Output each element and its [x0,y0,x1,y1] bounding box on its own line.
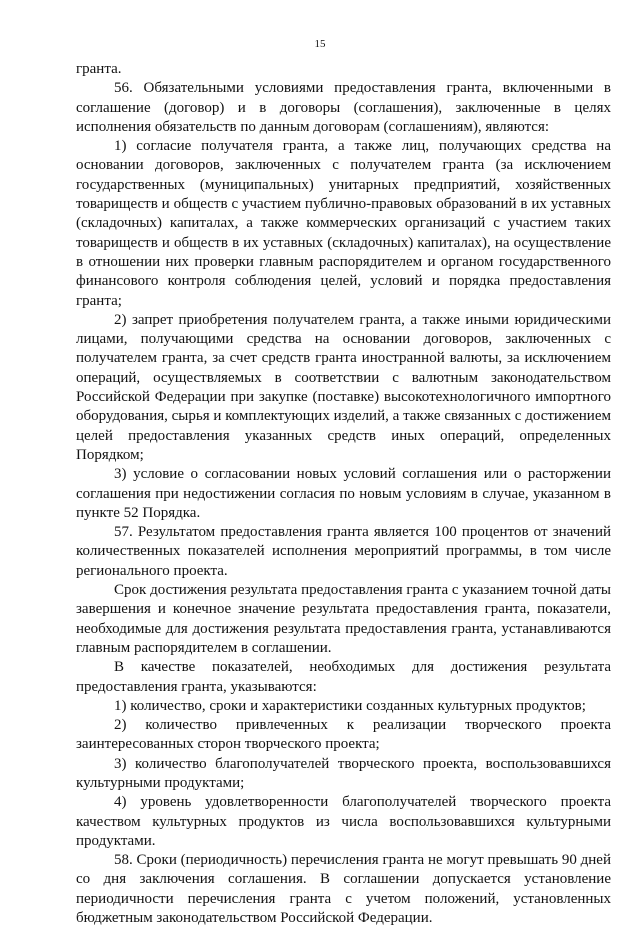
paragraph-indicator-2: 2) количество привлеченных к реализации творческого проекта заинтересованных сторон творческого проекта; [76,717,611,753]
paragraph-indicator-1: 1) количество, сроки и характеристики созданных культурных продуктов; [114,697,586,714]
paragraph-item-57: 57. Результатом предоставления гранта является 100 процентов от значений количественных показателей исполнения мероприятий программы, в том числе регионального проекта. [76,524,611,579]
paragraph-indicators-intro: В качестве показателей, необходимых для достижения результата предоставления гранта, указываются: [76,659,611,695]
paragraph-condition-3: 3) условие о согласовании новых условий соглашения или о расторжении соглашения при недостижении согласия по новым условиям в случае, указанном в пункте 52 Порядка. [76,466,611,521]
document-body [76,60,611,928]
page-number: 15 [314,38,326,50]
paragraph-deadline: Срок достижения результата предоставления гранта с указанием точной даты завершения и конечное значение результата предоставления гранта, показатели, необходимые для достижения результата предоставления гранта, устанавливаются главным распорядителем в соглашении. [76,582,611,656]
paragraph-continuation: гранта. [76,61,122,77]
paragraph-indicator-3: 3) количество благополучателей творческого проекта, воспользовавшихся культурными продуктами; [76,755,611,791]
paragraph-item-58: 58. Сроки (периодичность) перечисления гранта не могут превышать 90 дней со дня заключения соглашения. В соглашении допускается установление периодичности перечисления гранта с учетом положений, установленных бюджетным законодательством Российской Федерации. [76,852,611,927]
paragraph-condition-2: 2) запрет приобретения получателем гранта, а также иными юридическими лицами, получающими средства на основании договоров, заключенных с получателем гранта, за счет средств гранта иностранной валюты, за исключением операций, осуществляемых в соответствии с валютным законодательством Российской Федерации при закупке (поставке) высокотехнологичного импортного оборудования, сырья и комплектующих изделий, а также связанных с достижением целей предоставления указанных средств иных операций, определенных Порядком; [76,311,611,463]
paragraph-condition-1: 1) согласие получателя гранта, а также лиц, получающих средства на основании договоров, заключенных с получателем гранта (за исключением государственных (муниципальных) унитарных предприятий, хозяйственных товариществ и обществ с участием публично-правовых образований в их уставных (складочных) капиталах, а также коммерческих организаций с участием таких товариществ и обществ в их уставных (складочных) капиталах), на осуществление в отношении них проверки главным распорядителем и органом государственного финансового контроля соблюдения целей, условий и порядка предоставления гранта; [76,138,611,309]
paragraph-indicator-4: 4) уровень удовлетворенности благополучателей творческого проекта качеством культурных продуктов из числа воспользовавшихся культурными продуктами. [76,794,611,849]
paragraph-item-56: 56. Обязательными условиями предоставления гранта, включенными в соглашение (договор) и в договоры (соглашения), заключенные в целях исполнения обязательств по данным договорам (соглашениям), являются: [76,80,611,135]
